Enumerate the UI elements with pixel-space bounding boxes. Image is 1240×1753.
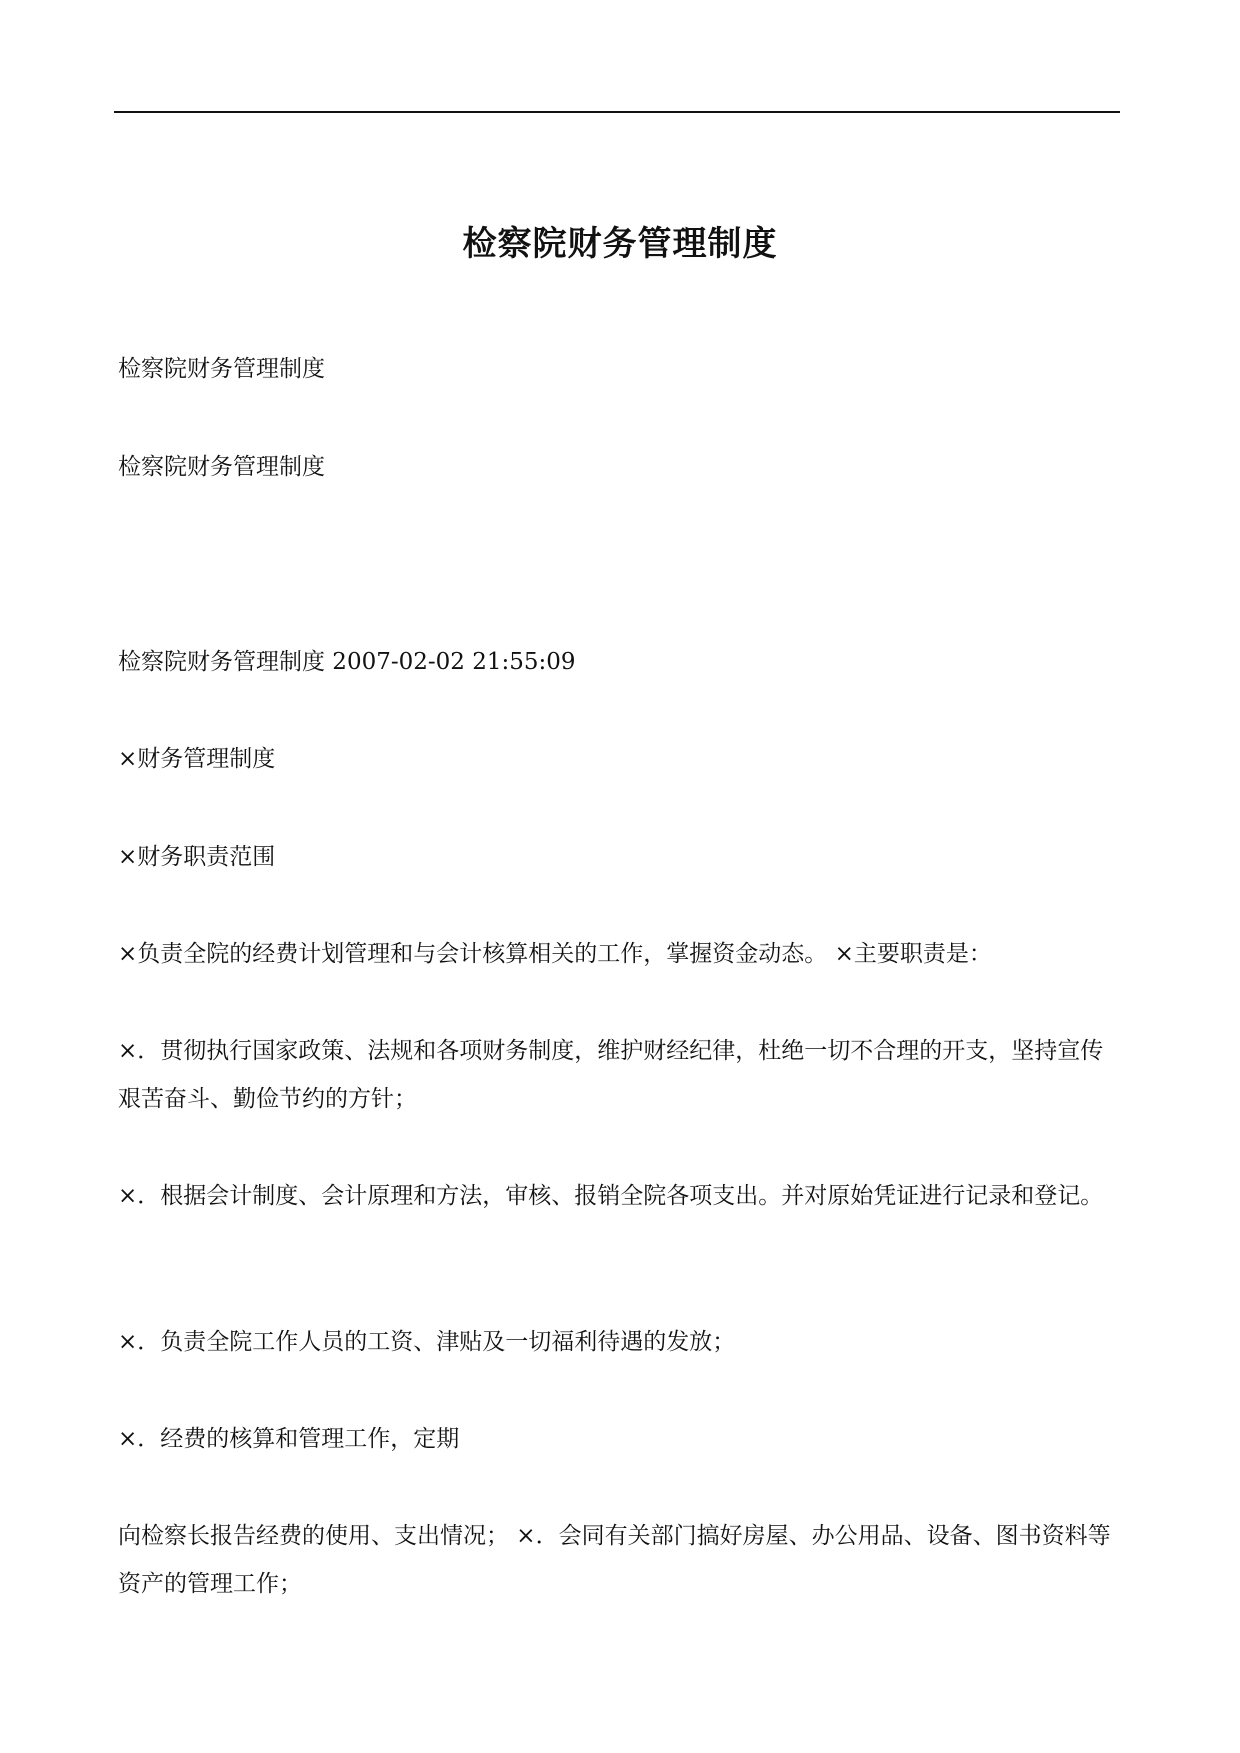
header-rule [114, 111, 1120, 113]
paragraph: ×．贯彻执行国家政策、法规和各项财务制度，维护财经纪律，杜绝一切不合理的开支，坚持宣传艰苦奋斗、勤俭节约的方针； [118, 1038, 1104, 1112]
paragraph: ×负责全院的经费计划管理和与会计核算相关的工作，掌握资金动态。 ×主要职责是： [118, 941, 992, 967]
paragraph: ×财务管理制度 [118, 746, 276, 772]
paragraph: ×．经费的核算和管理工作，定期 [118, 1426, 460, 1452]
paragraph: 向检察长报告经费的使用、支出情况； ×．会同有关部门搞好房屋、办公用品、设备、图书资料等资产的管理工作； [118, 1523, 1111, 1597]
paragraph: ×．负责全院工作人员的工资、津贴及一切福利待遇的发放； [118, 1329, 736, 1355]
paragraph: ×．根据会计制度、会计原理和方法，审核、报销全院各项支出。并对原始凭证进行记录和登记。 [118, 1183, 1104, 1209]
paragraph: 检察院财务管理制度 2007-02-02 21:55:09 [118, 649, 576, 675]
paragraph: ×财务职责范围 [118, 844, 276, 870]
document-title: 检察院财务管理制度 [462, 224, 778, 264]
paragraph: 检察院财务管理制度 [118, 454, 325, 480]
paragraph: 检察院财务管理制度 [118, 356, 325, 382]
